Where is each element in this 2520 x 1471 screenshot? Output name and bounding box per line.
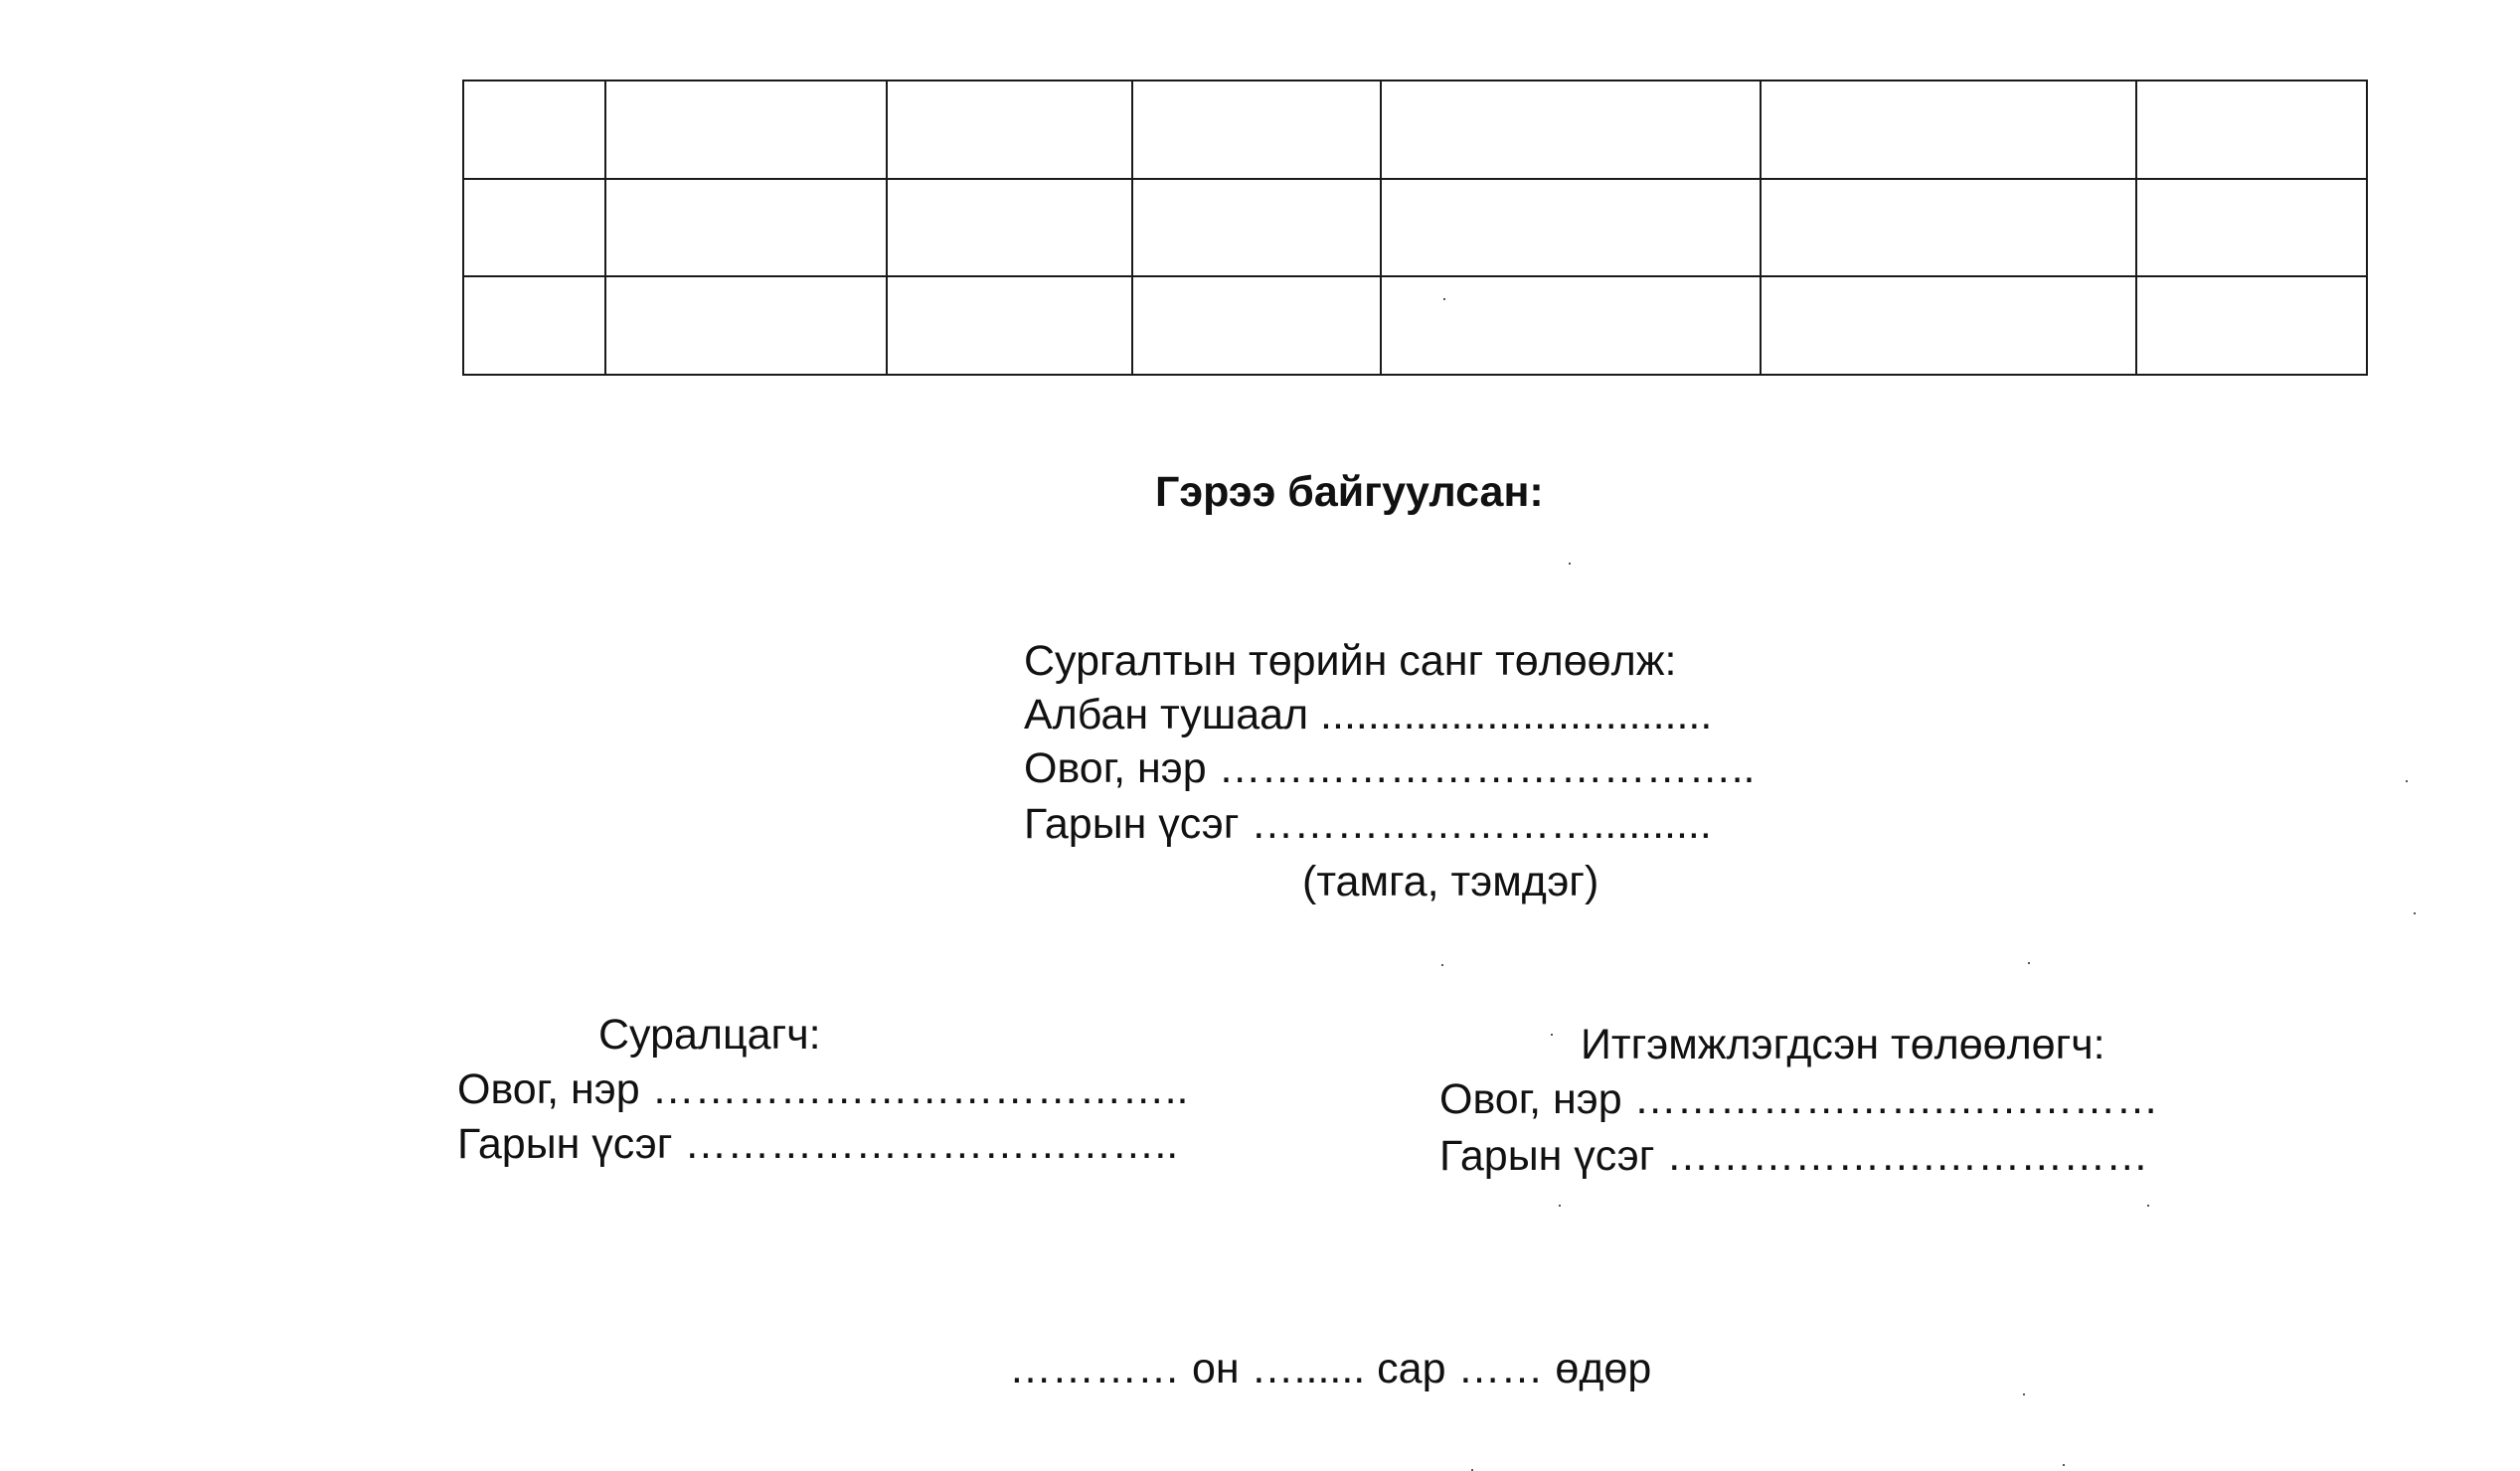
fund-title: Сургалтын төрийн санг төлөөлж:: [1024, 637, 1677, 685]
fund-signature-line: Гарын үсэг ……………………..........: [1024, 800, 1712, 848]
table-cell: [887, 179, 1132, 277]
student-title: Суралцагч:: [598, 1011, 821, 1059]
scan-speck: [1569, 563, 1571, 565]
table-cell: [2136, 81, 2367, 179]
table-cell: [2136, 179, 2367, 277]
student-name-line: Овог, нэр ………………………………..: [457, 1065, 1189, 1113]
blank-table: [462, 80, 2368, 376]
representative-name-line: Овог, нэр ………………….……………: [1439, 1075, 2159, 1123]
table-cell: [1132, 81, 1381, 179]
scan-speck: [1443, 298, 1445, 300]
date-line: ………… он …...... сар …… өдөр: [1009, 1345, 1652, 1392]
table-cell: [463, 276, 605, 375]
seal-label: (тамга, тэмдэг): [1302, 858, 1599, 905]
table-cell: [1381, 81, 1761, 179]
table-row: [463, 276, 2367, 375]
representative-signature-line: Гарын үсэг ……………….……………: [1439, 1132, 2149, 1180]
table-row: [463, 179, 2367, 277]
table-cell: [1761, 276, 2136, 375]
table-cell: [1761, 179, 2136, 277]
table-cell: [605, 179, 887, 277]
scan-speck: [2414, 912, 2416, 914]
table-cell: [463, 179, 605, 277]
scan-speck: [1551, 1034, 1553, 1036]
scan-speck: [2406, 780, 2408, 782]
student-signature-line: Гарын үсэг ……………………………..: [457, 1120, 1179, 1168]
contract-heading: Гэрээ байгуулсан:: [1155, 468, 1544, 516]
scan-speck: [2028, 962, 2030, 964]
table-cell: [887, 276, 1132, 375]
table-row: [463, 81, 2367, 179]
fund-name-line: Овог, нэр ………………………………..: [1024, 744, 1756, 792]
table-cell: [605, 276, 887, 375]
scan-speck: [1441, 964, 1443, 966]
scan-speck: [2023, 1393, 2025, 1395]
representative-title: Итгэмжлэгдсэн төлөөлөгч:: [1581, 1021, 2105, 1068]
scan-speck: [1559, 1205, 1561, 1207]
table-cell: [1132, 179, 1381, 277]
scan-speck: [2063, 1464, 2065, 1466]
table-cell: [605, 81, 887, 179]
table-cell: [1132, 276, 1381, 375]
table-cell: [1381, 179, 1761, 277]
table-cell: [2136, 276, 2367, 375]
table-cell: [1761, 81, 2136, 179]
table-cell: [1381, 276, 1761, 375]
table-cell: [887, 81, 1132, 179]
table-cell: [463, 81, 605, 179]
scan-speck: [2147, 1205, 2149, 1207]
fund-position-line: Албан тушаал .................................: [1024, 691, 1713, 738]
